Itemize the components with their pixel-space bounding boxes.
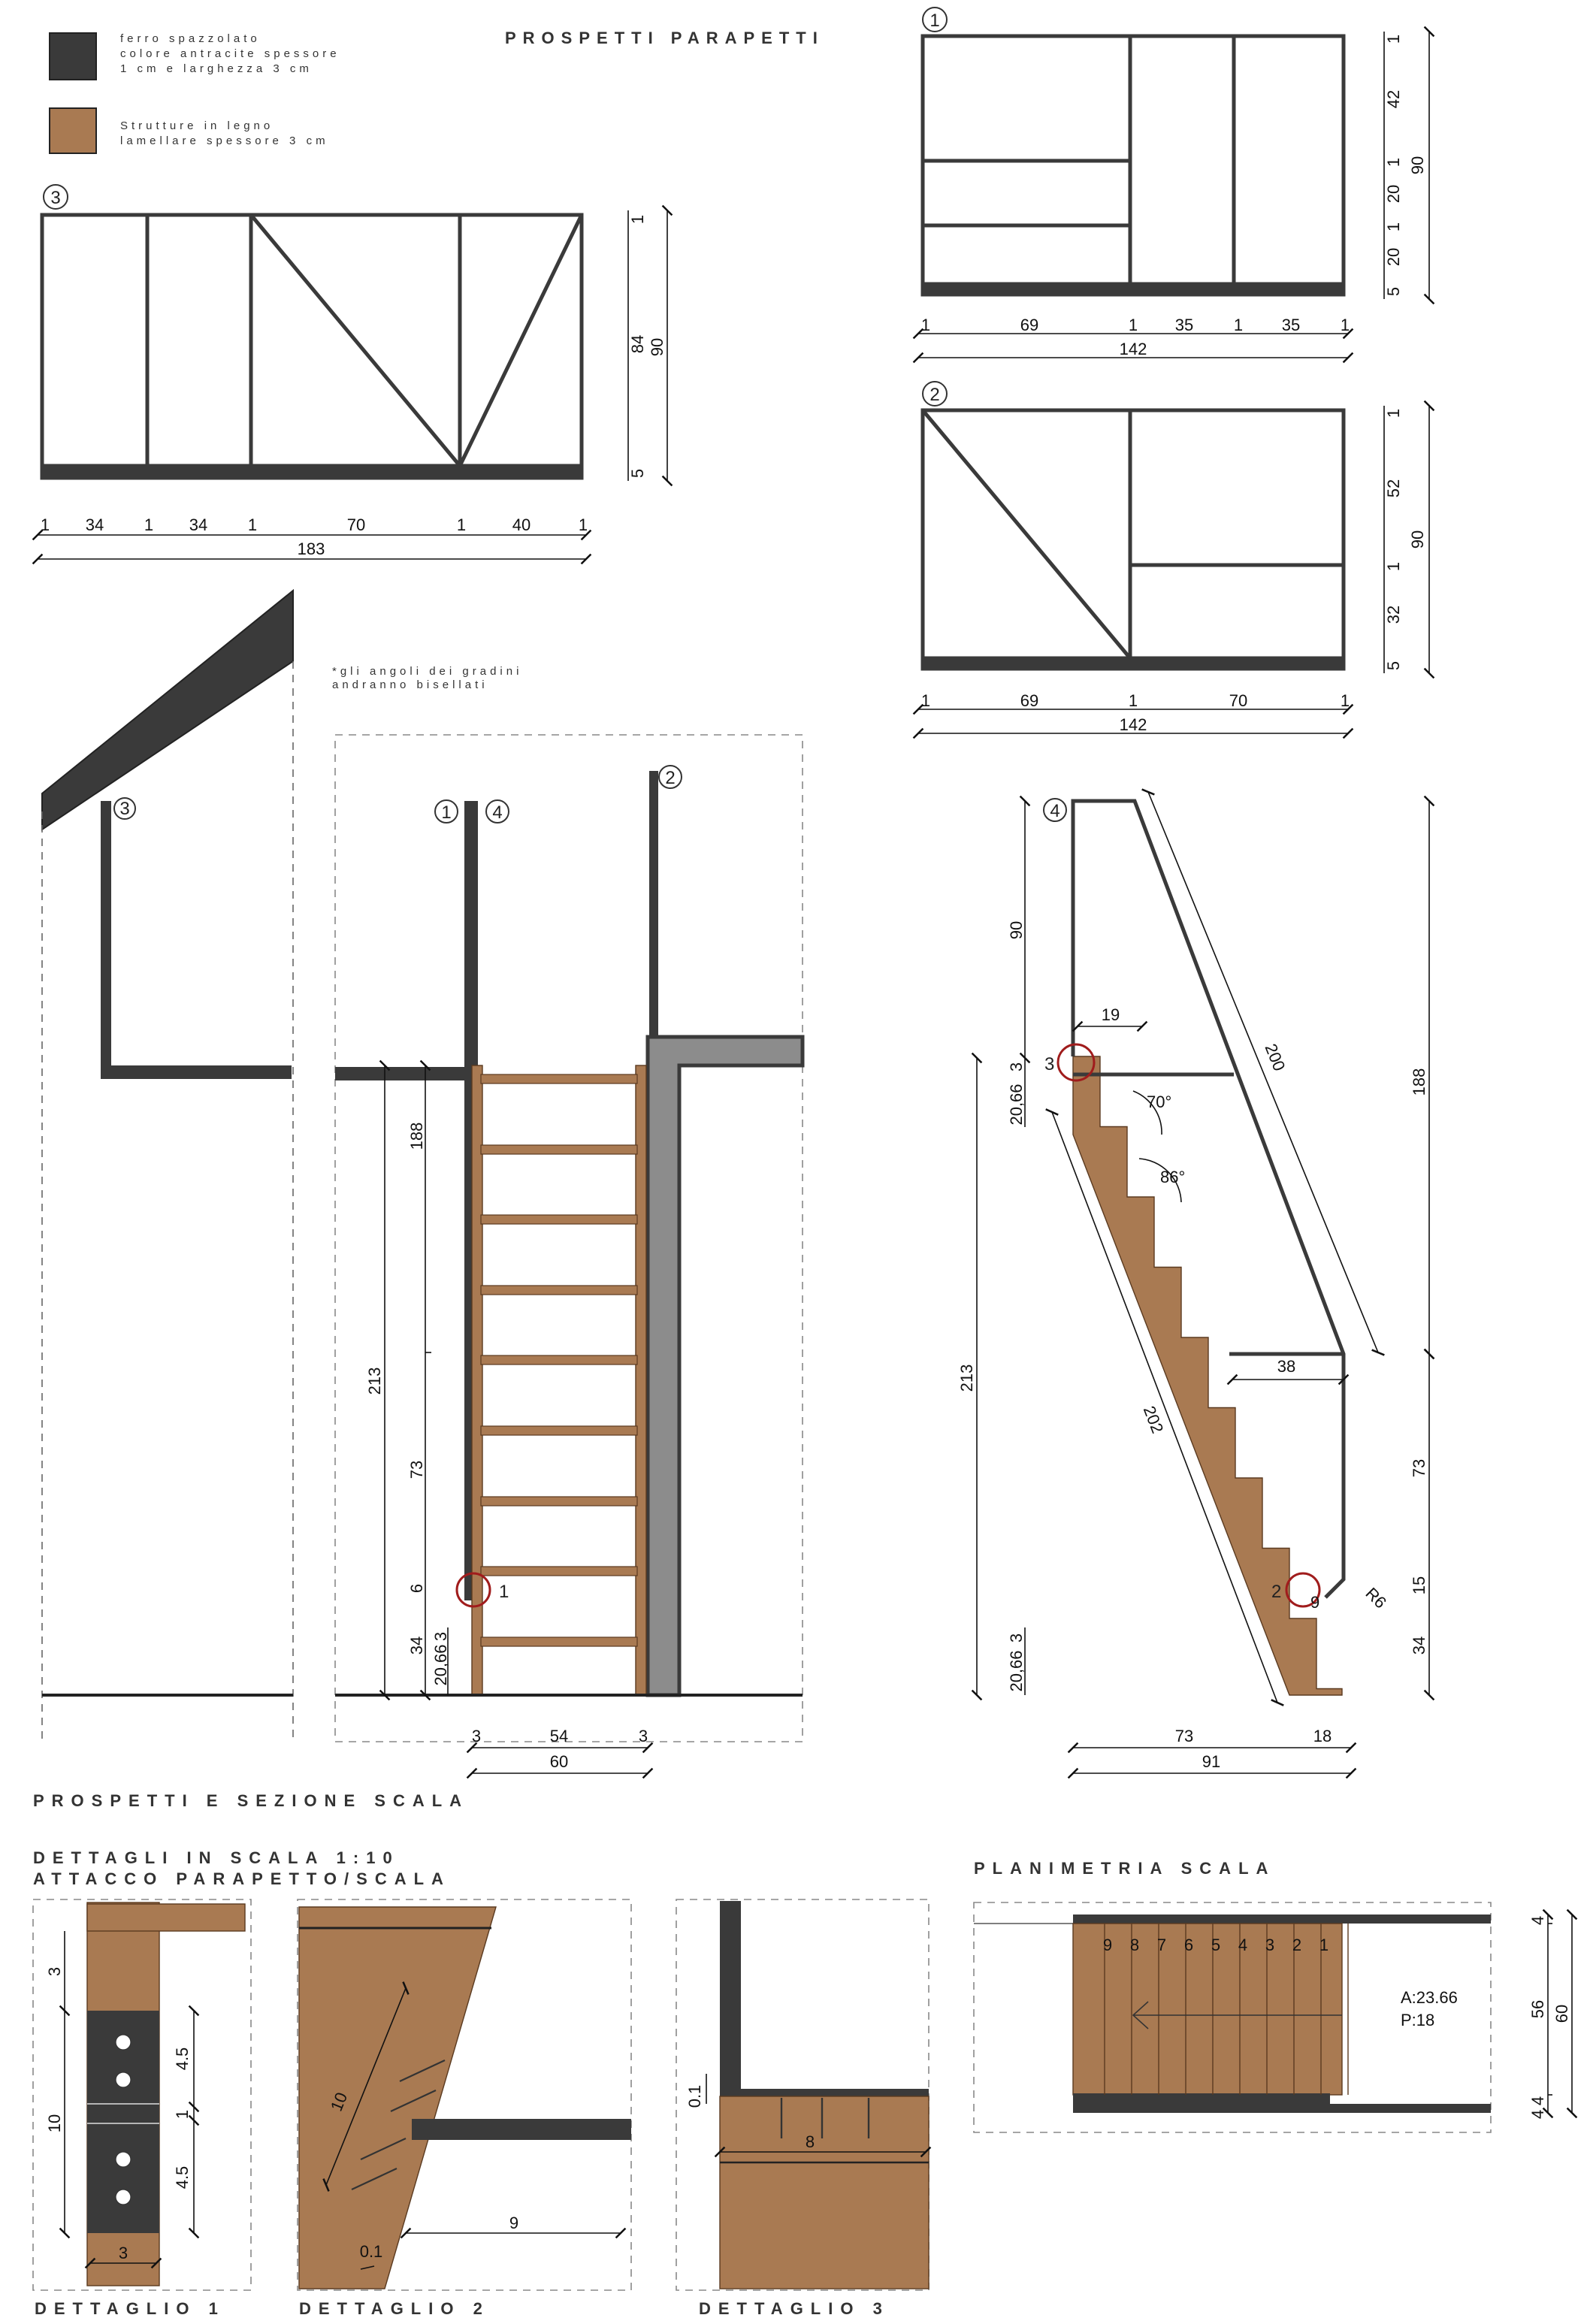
detail-1-label: 1 [499, 1582, 509, 1602]
railing-1-base [923, 284, 1344, 295]
railing-3-elevation [42, 185, 582, 478]
railing-1-dims [918, 32, 1429, 358]
dim-total: 90 [1408, 530, 1427, 549]
detail-1-tread [87, 1904, 245, 1931]
dim-label: 3 [1007, 1633, 1026, 1643]
radius-label: R6 [1362, 1583, 1391, 1612]
detail-3-bar [720, 2089, 929, 2096]
dim-label: 15 [1410, 1576, 1428, 1595]
dim-label: 1 [628, 214, 647, 225]
roof-slab [42, 591, 293, 830]
marker-label: 2 [665, 768, 676, 788]
detail-3-post [720, 1901, 741, 2095]
dim-label: 6 [407, 1583, 426, 1594]
dim-label: 35 [1281, 316, 1301, 334]
plan-step-number: 2 [1292, 1936, 1302, 1954]
dim-label: 54 [549, 1727, 569, 1745]
dim-label: 20,66 [431, 1644, 450, 1686]
dim-total: 60 [549, 1752, 569, 1771]
angle-label: 86° [1160, 1168, 1186, 1186]
dim-label: 10 [326, 2090, 352, 2114]
section-view [42, 591, 803, 1773]
detail-2-label: 2 [1271, 1582, 1282, 1602]
title-details-1: DETTAGLI IN SCALA 1:10 [33, 1848, 400, 1867]
detail-2-stringer [299, 1907, 496, 2289]
plan-stair [1073, 1924, 1342, 2095]
railing-3-diagonal [460, 215, 582, 466]
dim-label: 200 [1261, 1041, 1289, 1074]
dim-total: 213 [365, 1367, 384, 1395]
dim-label: 1 [456, 515, 467, 534]
stair-tread [481, 1567, 637, 1576]
dim-label: 188 [407, 1122, 426, 1150]
dim-label: 0.1 [359, 2242, 383, 2261]
dim-label: 73 [407, 1460, 426, 1479]
plan-step-number: 8 [1129, 1936, 1140, 1954]
dim-label: 69 [1020, 691, 1039, 710]
legend-iron-line-2: colore antracite spessore [120, 47, 340, 60]
dim-label: 3 [45, 1966, 64, 1977]
stair-plan [974, 1902, 1572, 2132]
detail-3 [676, 1899, 929, 2318]
railing-2-elevation [923, 382, 1344, 669]
dim-label: 1 [1384, 34, 1403, 44]
legend-wood-swatch [50, 108, 96, 153]
dim-label: 1 [247, 515, 258, 534]
dim-label: 3 [471, 1727, 482, 1745]
dim-label: 1 [1384, 408, 1403, 419]
marker-label: 1 [930, 11, 940, 31]
plan-step-number: 5 [1211, 1936, 1221, 1954]
dim-total: 90 [648, 337, 667, 357]
plan-rise: A:23.66 [1401, 1988, 1458, 2007]
dim-label: 1 [173, 2109, 192, 2120]
dim-label: 10 [45, 2114, 64, 2133]
title-details-2: ATTACCO PARAPETTO/SCALA [33, 1869, 451, 1888]
dim-label: 34 [85, 515, 104, 534]
dim-label: 5 [1384, 660, 1403, 671]
railing-2-base [923, 658, 1344, 669]
dim-label: 70 [1229, 691, 1248, 710]
stair-tread [481, 1497, 637, 1506]
detail-2-title: DETTAGLIO 2 [299, 2299, 490, 2318]
stair-tread [481, 1355, 637, 1364]
dim-label: 5 [1384, 286, 1403, 297]
dim-label: 20 [1384, 247, 1403, 267]
dim-label: 34 [189, 515, 208, 534]
dim-label: 4.5 [173, 2165, 192, 2190]
railing-3-dim-labels [41, 215, 667, 558]
plan-step-number: 4 [1238, 1936, 1248, 1954]
stair-stringer-right [636, 1065, 646, 1695]
dim-label: 9 [1310, 1593, 1320, 1612]
legend-wood-line-1: Strutture in legno [120, 119, 274, 132]
dim-label: 40 [512, 515, 531, 534]
railing-3-post-section [101, 801, 111, 1076]
dim-label: 69 [1020, 316, 1039, 334]
detail-3-title: DETTAGLIO 3 [699, 2299, 890, 2318]
dim-label: 1 [1340, 316, 1350, 334]
dim-label: 9 [509, 2214, 519, 2232]
railing-1-elevation [923, 8, 1344, 295]
dim-total: 183 [297, 539, 325, 558]
dim-label: 1 [1384, 222, 1403, 232]
railing-2-diagonal [923, 410, 1130, 658]
dim-label: 1 [1340, 691, 1350, 710]
legend-wood-line-2: lamellare spessore 3 cm [120, 134, 329, 147]
dim-label: 70 [346, 515, 366, 534]
dim-label: 1 [1384, 561, 1403, 572]
title-stair-elevations: PROSPETTI E SEZIONE SCALA [33, 1791, 470, 1810]
dim-label: 3 [118, 2244, 128, 2262]
dim-label: 20,66 [1007, 1083, 1026, 1126]
plan-step-number: 6 [1183, 1936, 1194, 1954]
title-railings: PROSPETTI PARAPETTI [505, 29, 824, 47]
dim-label: 42 [1384, 89, 1403, 109]
detail-2-railing-bar [412, 2119, 631, 2140]
dim-total: 142 [1119, 715, 1147, 734]
dim-label: 84 [628, 334, 647, 354]
railing-2-dims [918, 406, 1429, 733]
plan-railing-bottom [1073, 2104, 1491, 2113]
stair-stringer-left [472, 1065, 482, 1695]
plan-railing-top [1073, 1915, 1491, 1924]
dim-label: 1 [578, 515, 588, 534]
dim-total: 90 [1408, 156, 1427, 175]
dim-label: 4 [1528, 2109, 1547, 2120]
dim-total: 91 [1202, 1752, 1221, 1771]
detail-3-label: 3 [1044, 1054, 1055, 1074]
legend [50, 32, 340, 153]
dim-label: 202 [1139, 1403, 1168, 1436]
dim-total: 142 [1119, 340, 1147, 358]
railing-3-dims [38, 210, 667, 559]
stair-tread [481, 1426, 637, 1435]
floor-slab-mid [335, 1067, 472, 1080]
dim-total: 60 [1552, 2004, 1571, 2023]
legend-iron-line-1: ferro spazzolato [120, 32, 261, 45]
detail-2 [298, 1899, 631, 2318]
floor-slab-left [101, 1065, 292, 1079]
dim-label: 56 [1528, 1999, 1547, 2019]
section-frame [335, 735, 803, 1742]
dim-label: 4.5 [173, 2047, 192, 2071]
dim-label: 1 [40, 515, 50, 534]
marker-label: 4 [1050, 801, 1060, 821]
stair-tread [481, 1215, 637, 1224]
dim-label: 8 [805, 2132, 815, 2151]
marker-label: 3 [50, 188, 61, 208]
dim-label: 4 [1528, 2096, 1547, 2106]
dim-label: 1 [920, 691, 931, 710]
dim-label: 3 [638, 1727, 648, 1745]
dim-label: 32 [1384, 605, 1403, 624]
dim-label: 19 [1101, 1005, 1120, 1024]
detail-3-tread [720, 2096, 929, 2289]
railing-2-dim-labels [921, 409, 1427, 734]
plan-tread: P:18 [1401, 2011, 1435, 2029]
dim-label: 1 [920, 316, 931, 334]
plan-step-number: 3 [1265, 1936, 1275, 1954]
dim-label: 20 [1384, 184, 1403, 204]
dim-label: 73 [1410, 1458, 1428, 1478]
dim-label: 0.1 [685, 2084, 704, 2108]
plan-step-number: 9 [1102, 1936, 1113, 1954]
plan-stringer [1073, 2093, 1330, 2104]
marker-label: 2 [930, 385, 940, 405]
dim-label: 18 [1313, 1727, 1332, 1745]
stair-treads [481, 1074, 637, 1646]
dim-label: 52 [1384, 479, 1403, 498]
side-stringer [1073, 1056, 1342, 1695]
dim-label: 38 [1277, 1357, 1296, 1376]
note-line-1: *gli angoli dei gradini [332, 665, 523, 678]
stair-tread [481, 1074, 637, 1083]
detail-1 [33, 1899, 251, 2318]
landing-slab [648, 1037, 803, 1695]
note-line-2: andranno bisellati [332, 678, 488, 691]
angle-label: 70° [1147, 1092, 1172, 1111]
dim-label: 90 [1007, 920, 1026, 940]
stair-tread [481, 1286, 637, 1295]
detail-1-title: DETTAGLIO 1 [35, 2299, 225, 2318]
dim-label: 35 [1174, 316, 1194, 334]
legend-iron-line-3: 1 cm e larghezza 3 cm [120, 62, 313, 75]
marker-label: 1 [441, 802, 452, 823]
plan-step-number: 7 [1156, 1936, 1167, 1954]
plan-step-number: 1 [1319, 1936, 1329, 1954]
dim-label: 1 [144, 515, 154, 534]
stair-tread [481, 1145, 637, 1154]
dim-label: 73 [1174, 1727, 1194, 1745]
dim-label: 1 [1384, 157, 1403, 168]
dim-label: 3 [431, 1631, 450, 1642]
dim-label: 1 [1233, 316, 1244, 334]
dim-label: 5 [628, 468, 647, 479]
railing-3-base [42, 466, 582, 478]
railing-2-frame [923, 410, 1344, 658]
dim-label: 4 [1528, 1915, 1547, 1926]
dim-label: 1 [1128, 691, 1138, 710]
railing-3-diagonal [251, 215, 460, 466]
railing-3-frame [42, 215, 582, 466]
dim-label: 34 [407, 1636, 426, 1655]
railing-2-post-section [649, 771, 658, 1037]
dim-label: 1 [1128, 316, 1138, 334]
dim-label: 3 [1007, 1062, 1026, 1072]
side-section [957, 792, 1429, 1773]
title-plan: PLANIMETRIA SCALA [974, 1859, 1276, 1878]
dim-label: 34 [1410, 1636, 1428, 1655]
marker-label: 3 [119, 799, 130, 819]
railing-1-dim-labels [921, 35, 1427, 358]
marker-label: 4 [492, 802, 503, 823]
dim-total: 213 [957, 1364, 976, 1392]
dim-label: 188 [1410, 1068, 1428, 1096]
legend-iron-swatch [50, 33, 96, 80]
dim-label: 20,66 [1007, 1650, 1026, 1692]
stair-tread [481, 1637, 637, 1646]
